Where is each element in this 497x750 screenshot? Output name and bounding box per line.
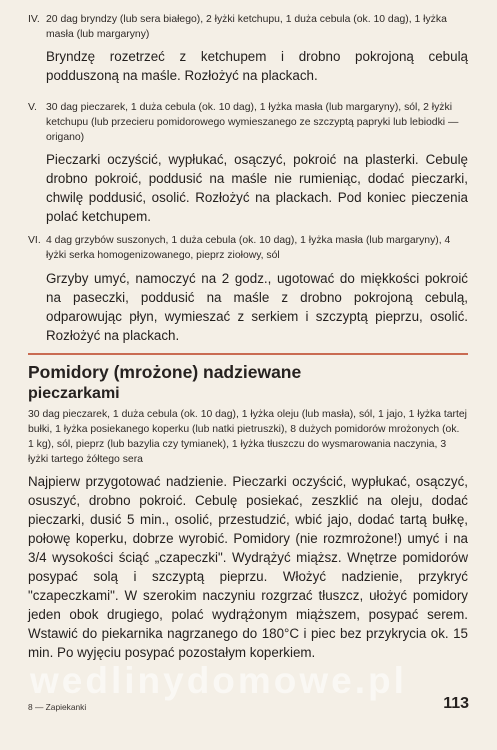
- section-vi: [28, 233, 468, 345]
- section-v-ingredients: [28, 100, 468, 145]
- recipe-title-line1: Pomidory (mrożone) nadziewane: [28, 362, 302, 382]
- section-v-ingredients-text: 30 dag pieczarek, 1 duża cebula (ok. 10 dag), 1 łyżka masła (lub margaryny), sól, 2 łyżki ketchupu (lub przecieru pomidorowego wymieszanego ze szczyptą papryki lub lebiodki — origano): [46, 102, 459, 143]
- recipe-instructions-text: Najpierw przygotować nadzienie. Pieczarki oczyścić, wypłukać, osączyć, osuszyć, drobno pokroić. Cebulę posiekać, zeszklić na oleju, dodać pieczarki, dusić 5 min., osolić, przestudzić, wbić jajo, dodać tartą bułkę, połowę koperku, dobrze wyrobić. Pomidory (nie rozmrożone!) umyć i na 3/4 wysokości ściąć „czapeczki". Wydrążyć miąższ. Wnętrze pomidorów posypać solą i szczyptą pieprzu. Włożyć nadzienie, przykryć "czapeczkami". W szerokim naczyniu rozgrzać tłuszcz, ułożyć pomidory jeden obok drugiego, polać wydrążonym miąższem, posypać serem. Wstawić do piekarnika nagrzanego do 180°C i piec bez przykrycia ok. 15 min. Po wyjęciu posypać pozostałym koperkiem.: [28, 474, 468, 660]
- section-iv-ingredients-text: 20 dag bryndzy (lub sera białego), 2 łyżki ketchupu, 1 duża cebula (ok. 10 dag), 1 łyżka masła (lub margaryny): [46, 14, 447, 40]
- section-v-number: V.: [28, 102, 37, 113]
- section-iv-number: IV.: [28, 14, 40, 25]
- recipe-title-line2: pieczarkami: [28, 385, 120, 402]
- recipe-title: [28, 361, 301, 405]
- section-vi-ingredients: [28, 233, 468, 263]
- recipe-ingredients-text: 30 dag pieczarek, 1 duża cebula (ok. 10 dag), 1 łyżka oleju (lub masła), sól, 1 jajo, 1 łyżka tartej bułki, 1 łyżka posiekanego koperku (lub natki pietruszki), 8 dużych pomidorów mrożonych (ok. 1 kg), sól, pieprz (lub bazylia czy tymianek), 1 łyżka tłuszczu do wysmarowania naczynia, 3 łyżki tartego żółtego sera: [28, 409, 467, 465]
- section-iv-instructions: Bryndzę rozetrzeć z ketchupem i drobno pokrojoną cebulą podduszoną na maśle. Rozłożyć na plackach.: [46, 49, 468, 83]
- section-v-instructions: Pieczarki oczyścić, wypłukać, osączyć, pokroić na plasterki. Cebulę drobno pokroić, poddusić na maśle nie rumieniąc, dodać pieczarki, chwilę poddusić, osolić. Rozłożyć na plackach. Pod koniec pieczenia polać ketchupem.: [46, 152, 468, 224]
- recipe-ingredients-list: [28, 407, 468, 467]
- recipe-ingredients: [28, 407, 468, 467]
- recipe-instructions: [28, 472, 468, 662]
- section-iv: [28, 12, 468, 85]
- site-watermark: wedlinydomowe.pl: [30, 660, 407, 701]
- section-v: [28, 100, 468, 226]
- section-iv-ingredients: [28, 12, 468, 42]
- section-vi-ingredients-text: 4 dag grzybów suszonych, 1 duża cebula (ok. 10 dag), 1 łyżka masła (lub margaryny), 4 łyżki serka homogenizowanego, pieprz ziołowy, sól: [46, 235, 451, 261]
- section-divider: [28, 353, 468, 355]
- chapter-footer: 8 — Zapiekanki: [28, 702, 87, 712]
- section-vi-instructions: Grzyby umyć, namoczyć na 2 godz., ugotować do miękkości pokroić na paseczki, poddusić na maśle z drobno pokrojoną cebulą, odparowując płyn, wymieszać z serkiem i szczyptą pieprzu, osolić. Rozłożyć na plackach.: [46, 271, 468, 343]
- section-vi-number: VI.: [28, 235, 41, 246]
- page-number: 113: [443, 695, 469, 712]
